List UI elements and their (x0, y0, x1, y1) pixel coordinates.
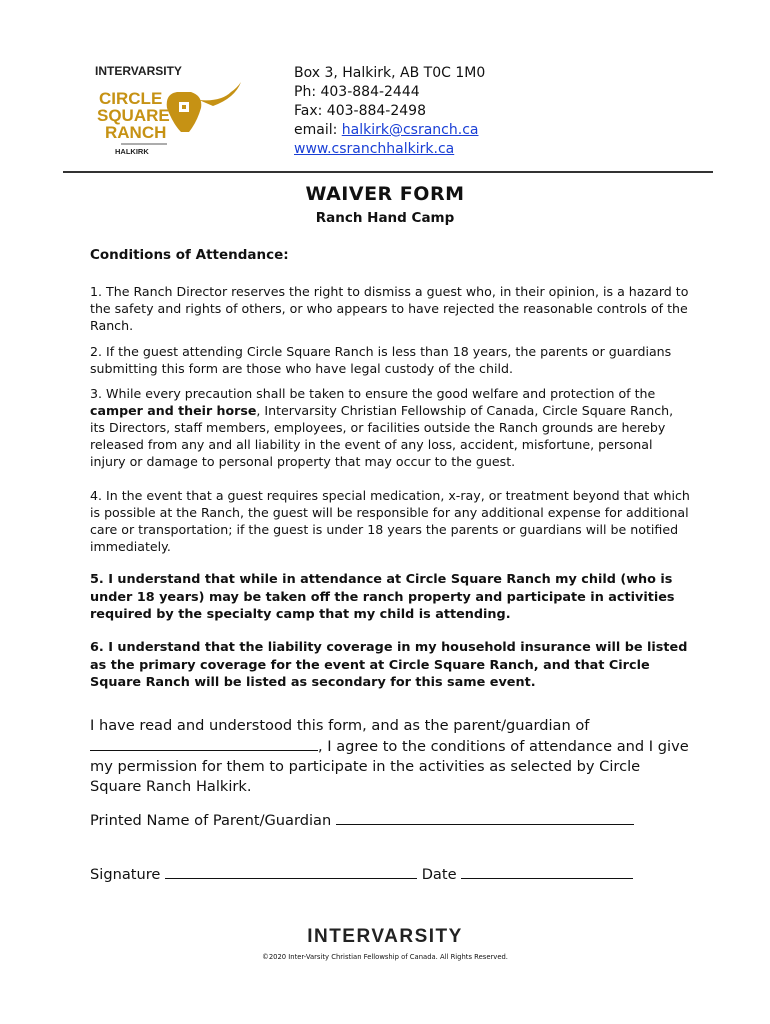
signature-field[interactable] (165, 864, 417, 879)
form-title: WAIVER FORM (305, 183, 465, 205)
bull-head-icon (167, 82, 241, 132)
logo-location: HALKIRK (115, 147, 149, 156)
signature-label: Signature (90, 866, 161, 883)
date-field[interactable] (461, 864, 633, 879)
logo-line1: CIRCLE (99, 89, 163, 108)
address-line: Box 3, Halkirk, AB T0C 1M0 (294, 65, 486, 81)
footer-logo-text: INTERVARSITY (307, 926, 463, 947)
circle-square-ranch-logo (95, 62, 245, 157)
ack-rest: , I agree to the conditions of attendance and I give my permission for them to participate in the activities as selected by Circle Square Ranch Halkirk. (90, 738, 689, 795)
conditions-heading: Conditions of Attendance: (90, 247, 289, 263)
contact-block (294, 64, 485, 159)
email-line (294, 121, 485, 140)
date-label: Date (421, 866, 457, 883)
form-subtitle: Ranch Hand Camp (315, 210, 455, 226)
fax-line: Fax: 403-884-2498 (294, 103, 426, 119)
intervarsity-logo (290, 918, 480, 948)
signature-row (90, 864, 690, 885)
condition-2: 2. If the guest attending Circle Square Ranch is less than 18 years, the parents or guardians submitting this form are those who have legal custody of the child. (90, 344, 672, 376)
condition-3-end: , Intervarsity Christian Fellowship of Canada, Circle Square Ranch, its Directors, staff members, employees, or facilities outside the Ranch grounds are hereby released from any and all liability in the event of any loss, accident, misfortune, personal injury or damage to personal property that may occur to the guest. (90, 403, 674, 469)
logo-org: INTERVARSITY (95, 64, 182, 78)
condition-1: 1. The Ranch Director reserves the right to dismiss a guest who, in their opinion, is a hazard to the safety and rights of others, or who appears to have rejected the reasonable controls of the Ranch. (90, 284, 689, 333)
website-link[interactable]: www.csranchhalkirk.ca (294, 141, 455, 157)
printed-name-field[interactable] (336, 810, 634, 825)
acknowledgement (90, 716, 690, 797)
condition-3 (90, 385, 690, 470)
logo-line3: RANCH (105, 123, 167, 142)
condition-3-bold: camper and their horse (90, 403, 257, 418)
header-divider (63, 171, 713, 173)
phone-line: Ph: 403-884-2444 (294, 84, 420, 100)
copyright: ©2020 Inter-Varsity Christian Fellowship of Canada. All Rights Reserved. (262, 953, 508, 961)
condition-5: 5. I understand that while in attendance at Circle Square Ranch my child (who is under 18 years) may be taken off the ranch property and participate in activities required by the specialty camp that my child is attending. (90, 572, 675, 622)
email-prefix: email: (294, 122, 342, 138)
email-link[interactable]: halkirk@csranch.ca (341, 122, 479, 138)
printed-name-row (90, 810, 690, 831)
condition-3-start: 3. While every precaution shall be taken to ensure the good welfare and protection of the (90, 386, 656, 401)
printed-name-label: Printed Name of Parent/Guardian (90, 812, 332, 829)
condition-6: 6. I understand that the liability coverage in my household insurance will be listed as the primary coverage for the event at Circle Square Ranch, and that Circle Square Ranch will be listed as secondary for this same event. (90, 640, 688, 690)
condition-4: 4. In the event that a guest requires special medication, x-ray, or treatment beyond that which is possible at the Ranch, the guest will be responsible for any additional expense for additional care or transportation; if the guest is under 18 years the parents or guardians will be notified immediately. (90, 488, 690, 554)
child-name-field[interactable] (90, 736, 318, 751)
logo-line2: SQUARE (97, 106, 170, 125)
ack-start: I have read and understood this form, and as the parent/guardian of (90, 717, 590, 734)
